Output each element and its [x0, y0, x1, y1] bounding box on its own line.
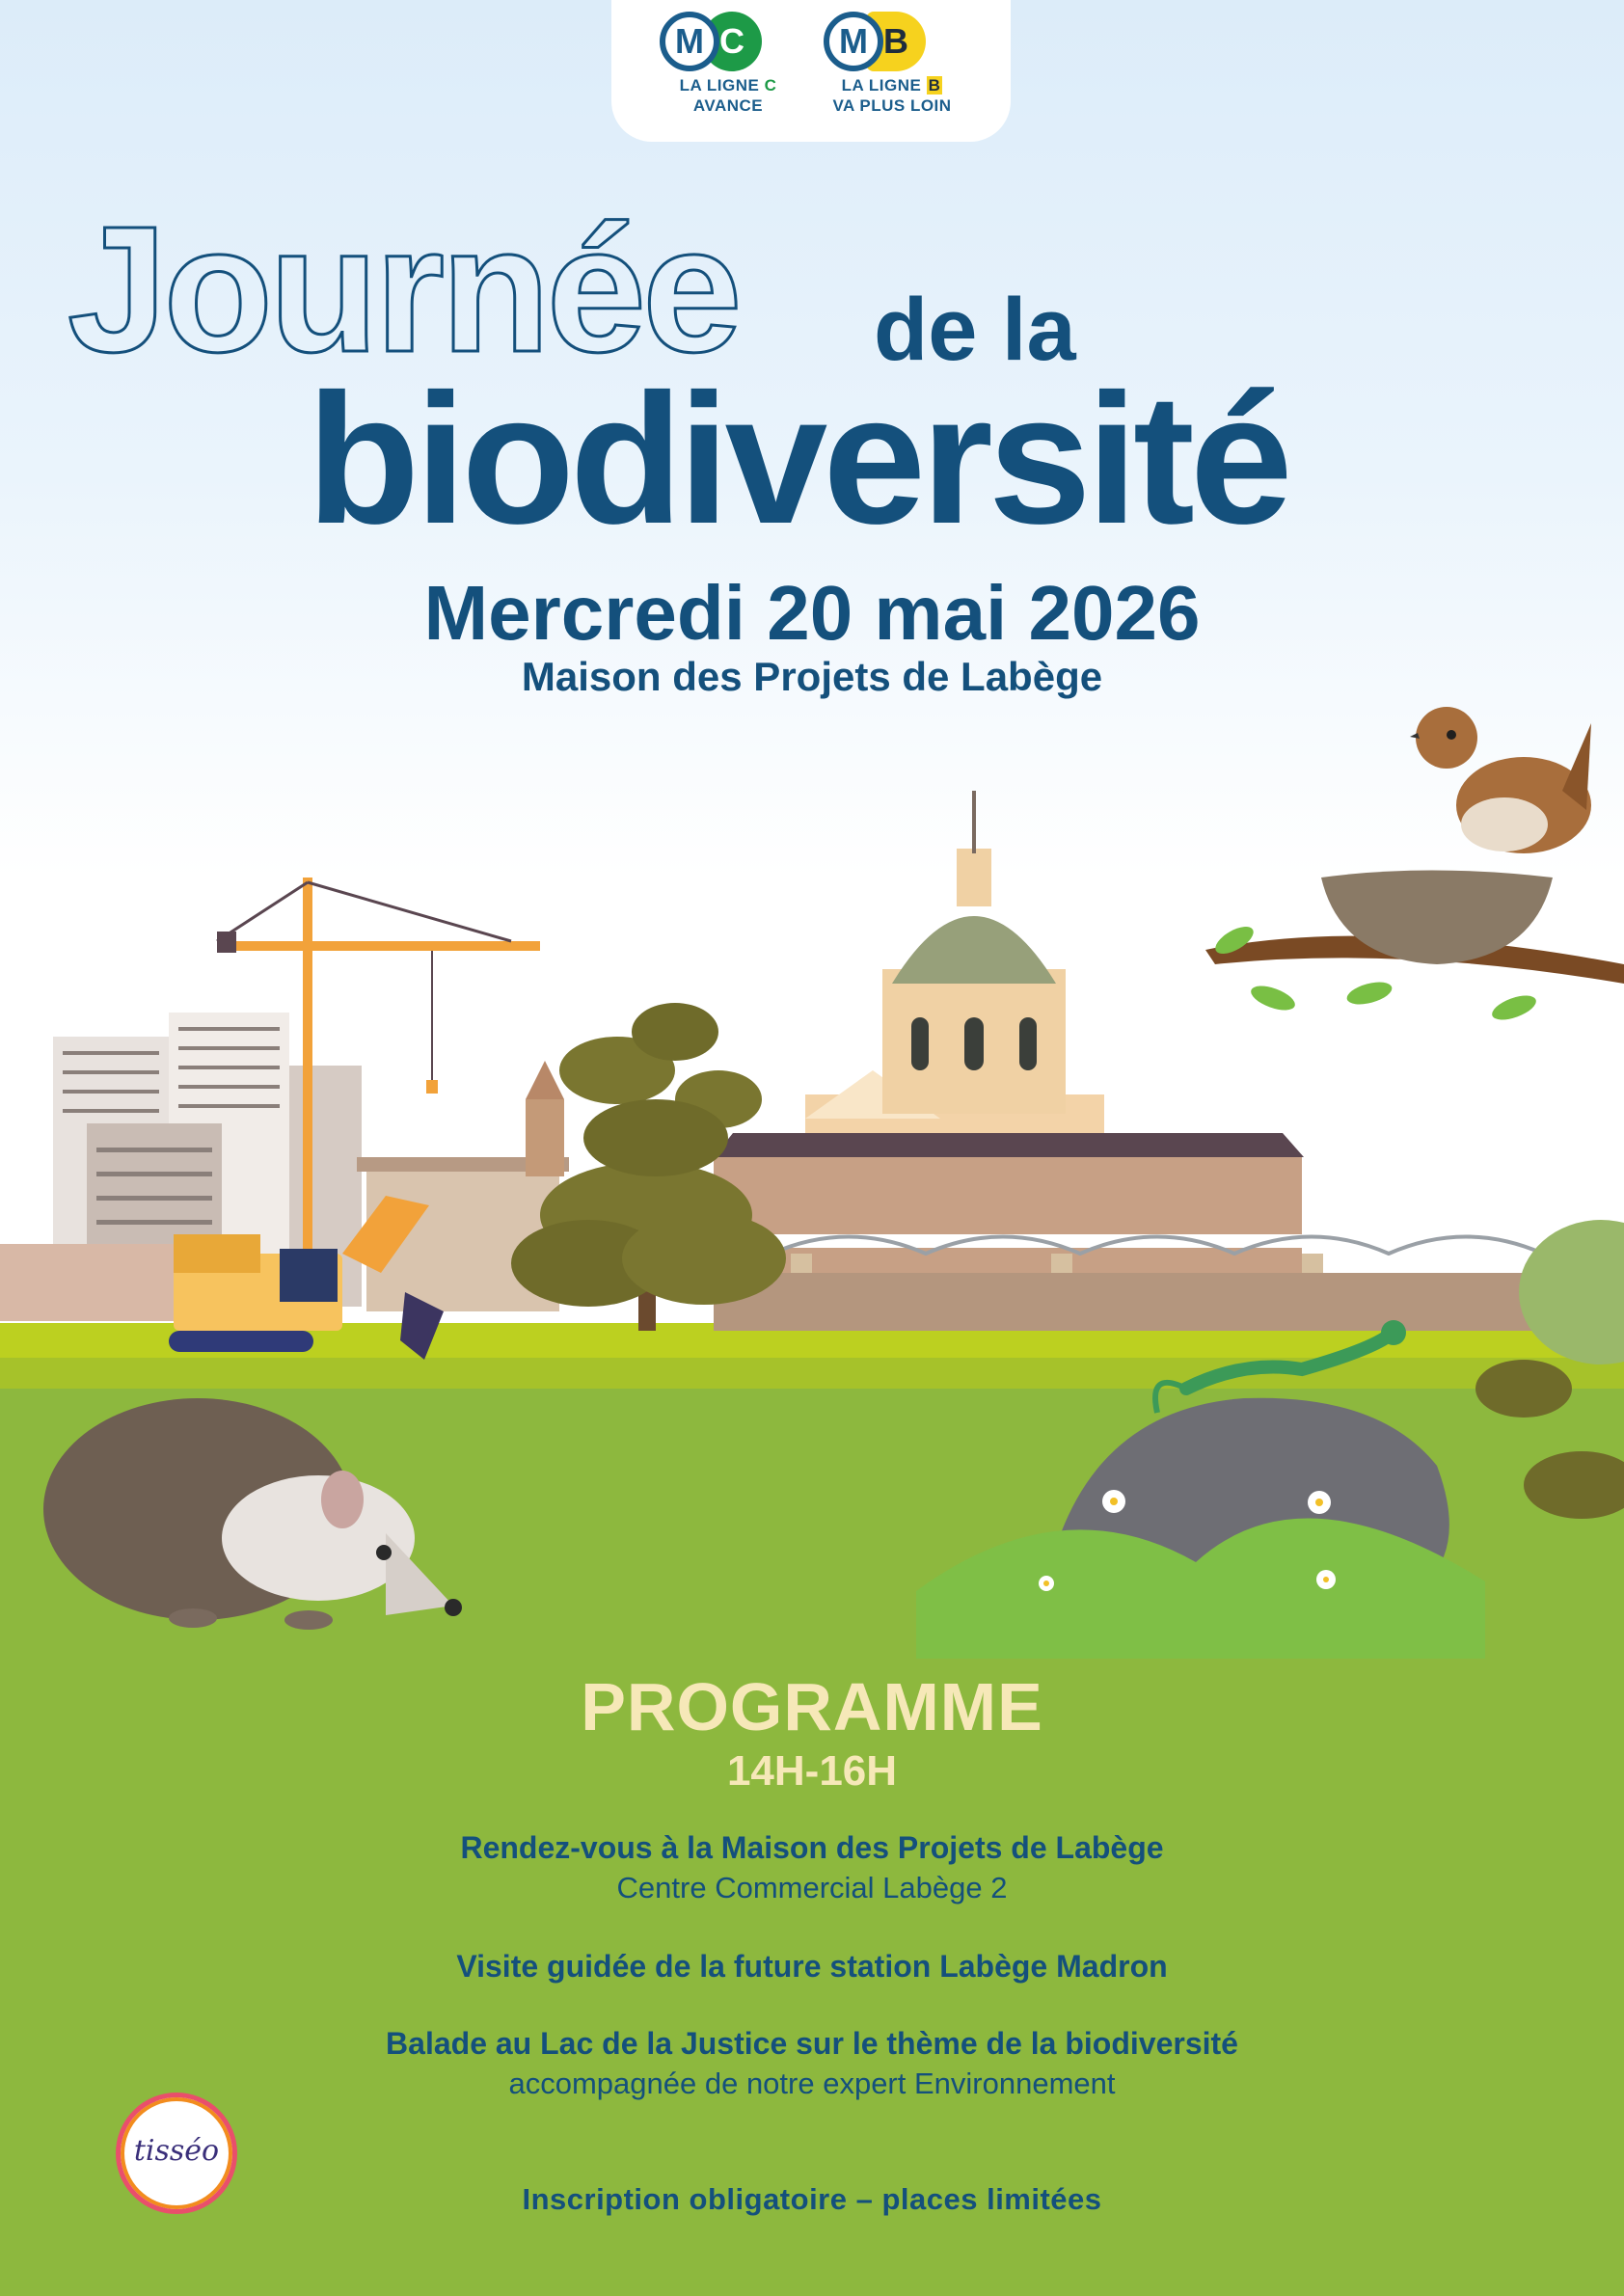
bush: [1475, 1220, 1624, 1519]
programme-heading: PROGRAMME: [581, 1669, 1043, 1744]
programme-item-subtitle: accompagnée de notre expert Environnement: [508, 2066, 1116, 2100]
bird-on-nest: [1205, 707, 1624, 1025]
line-c-letter: C: [764, 76, 777, 95]
line-b-caption-2: VA PLUS LOIN: [832, 96, 952, 115]
title-biodiversite: biodiversité: [307, 355, 1288, 562]
line-b-letter: B: [928, 76, 941, 95]
line-b-caption-prefix: LA LIGNE: [841, 76, 927, 95]
programme-time: 14H-16H: [726, 1747, 898, 1795]
event-date: Mercredi 20 mai 2026: [423, 570, 1201, 656]
rock-with-lizard: [916, 1320, 1485, 1659]
line-b-disc: B: [866, 12, 926, 71]
line-b-caption: [810, 75, 974, 116]
hedgehog: [43, 1398, 462, 1630]
title-de-la: de la: [874, 281, 1076, 379]
city-nature-illustration: [0, 694, 1624, 1697]
metro-disc: M: [660, 12, 719, 71]
line-c-logo: [646, 6, 810, 116]
tisseo-logo-text: tisséo: [133, 2134, 220, 2168]
programme-item-visite: [0, 1946, 1624, 1986]
line-c-caption: [646, 75, 810, 116]
line-c-disc: C: [702, 12, 762, 71]
line-c-caption-2: AVANCE: [692, 96, 764, 115]
line-c-caption-prefix: LA LIGNE: [679, 76, 765, 95]
programme-item-title: Visite guidée de la future station Labège Madron: [456, 1949, 1168, 1984]
registration-note: Inscription obligatoire – places limitées: [522, 2182, 1102, 2216]
tisseo-logo: [116, 2093, 237, 2214]
line-b-logo: [810, 6, 974, 116]
title-journee: Journée: [68, 190, 739, 390]
programme-item-subtitle: Centre Commercial Labège 2: [616, 1871, 1008, 1904]
metro-disc: M: [824, 12, 883, 71]
programme-item-rendezvous: [0, 1827, 1624, 1908]
programme-item-balade: [0, 2023, 1624, 2104]
programme-item-title: Rendez-vous à la Maison des Projets de Labège: [460, 1830, 1164, 1865]
programme-item-title: Balade au Lac de la Justice sur le thème de la biodiversité: [386, 2026, 1238, 2061]
event-place: Maison des Projets de Labège: [521, 654, 1103, 699]
